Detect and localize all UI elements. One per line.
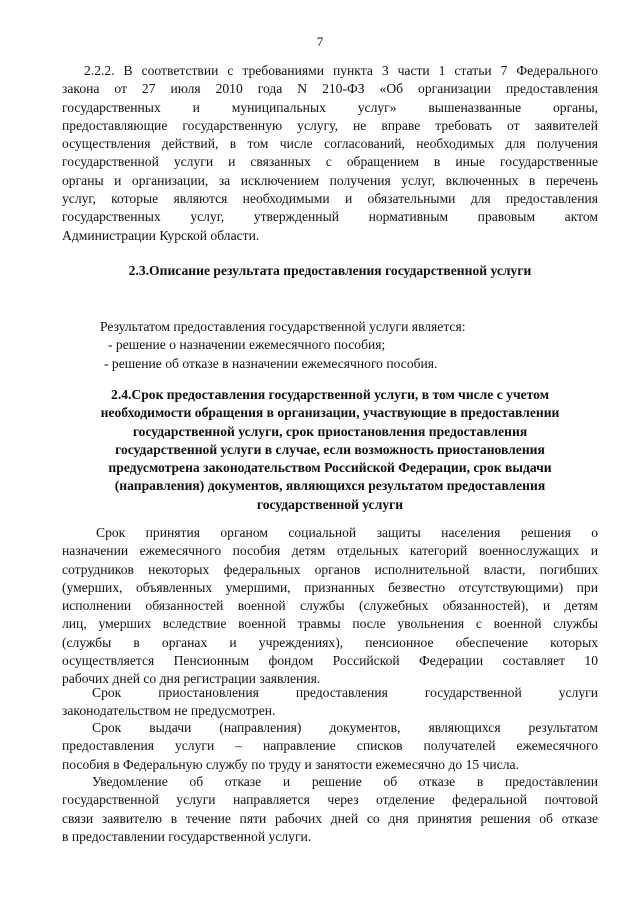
heading-line: государственной услуги в случае, если возможность приостановления xyxy=(115,441,545,457)
text-line: назначении ежемесячного пособия детям отдельных категорий военнослужащих и xyxy=(62,543,598,559)
text-line: государственной услуги и связанных с обращением в иные государственные xyxy=(62,154,598,170)
text-line: лиц, умерших вследствие военной травмы после увольнения с военной службы xyxy=(62,616,598,632)
text-line: законодательством не предусмотрен. xyxy=(62,703,276,719)
text-line: Срок выдачи (направления) документов, являющихся результатом xyxy=(92,720,598,735)
text-line: услуг, которые являются необходимыми и обязательными для предоставления xyxy=(62,191,598,207)
text-line: закона от 27 июля 2010 года N 210-ФЗ «Об организации предоставления xyxy=(62,81,598,97)
text-line: органы и организации, за исключением получения услуг, включенных в перечень xyxy=(62,172,598,188)
text-line: предоставления услуги – направление списков получателей ежемесячного xyxy=(62,738,598,754)
text-line: Срок принятия органом социальной защиты населения решения о xyxy=(96,525,598,540)
text-line: Администрации Курской области. xyxy=(62,227,260,243)
list-item: - решение об отказе в назначении ежемесячного пособия. xyxy=(104,355,438,371)
text-line: пособия в Федеральную службу по труду и занятости ежемесячно до 15 числа. xyxy=(62,756,519,772)
heading-line: государственной услуги xyxy=(256,496,404,512)
text-line: связи заявителю в течение пяти рабочих дней со дня принятия решения об отказе xyxy=(62,810,598,826)
text-line: исполнении обязанностей военной службы (служебных обязанностей), и детям xyxy=(62,598,598,614)
text-line: (службы в органах и учреждениях), пенсионное обеспечение которых xyxy=(62,634,598,650)
heading-line: государственной услуги, срок приостановления предоставления xyxy=(132,423,528,439)
text-line: Уведомление об отказе и решение об отказе в предоставлении xyxy=(92,774,598,789)
text-line: предоставляющие государственную услугу, не вправе требовать от заявителей xyxy=(62,117,598,133)
text-line: рабочих дней со дня регистрации заявления. xyxy=(62,671,321,687)
paragraph-notice xyxy=(62,773,598,846)
text-line: (умерших, объявленных умершими, признанных безвестно отсутствующими) при xyxy=(62,579,598,595)
paragraph-term xyxy=(62,524,598,689)
paragraph-issuance xyxy=(62,719,598,774)
text-line: осуществления действий, в том числе согласований, необходимых для получения xyxy=(62,136,598,152)
section-heading-2-4 xyxy=(62,386,598,514)
text-line: осуществляется Пенсионным фондом Российской Федерации составляет 10 xyxy=(62,653,598,669)
paragraph-2-2-2 xyxy=(62,62,598,245)
paragraph-suspension xyxy=(62,684,598,721)
text-line: Срок приостановления предоставления государственной услуги xyxy=(92,685,598,700)
heading-line: необходимости обращения в организации, участвующие в предоставлении xyxy=(100,405,560,421)
page-number: 7 xyxy=(316,34,324,49)
heading-line: 2.4.Срок предоставления государственной услуги, в том числе с учетом xyxy=(111,387,549,402)
text-line: государственной услуги направляется через отделение федеральной почтовой xyxy=(62,792,598,808)
section-heading-2-3: 2.3.Описание результата предоставления государственной услуги xyxy=(128,263,532,278)
result-list xyxy=(100,318,580,373)
text-line: Результатом предоставления государственной услуги является: xyxy=(100,319,466,334)
heading-line: (направления) документов, являющихся результатом предоставления xyxy=(114,478,546,494)
heading-line: предусмотрена законодательством Российской Федерации, срок выдачи xyxy=(108,460,552,476)
text-line: 2.2.2. В соответствии с требованиями пункта 3 части 1 статьи 7 Федерального xyxy=(84,63,598,78)
text-line: в предоставлении государственной услуги. xyxy=(62,828,312,844)
text-line: государственных и муниципальных услуг» вышеназванные органы, xyxy=(62,99,598,115)
list-item: - решение о назначении ежемесячного пособия; xyxy=(108,337,386,353)
text-line: государственных услуг, утвержденный нормативным правовым актом xyxy=(62,209,598,225)
text-line: сотрудников некоторых федеральных органов исполнительной власти, погибших xyxy=(62,561,598,577)
